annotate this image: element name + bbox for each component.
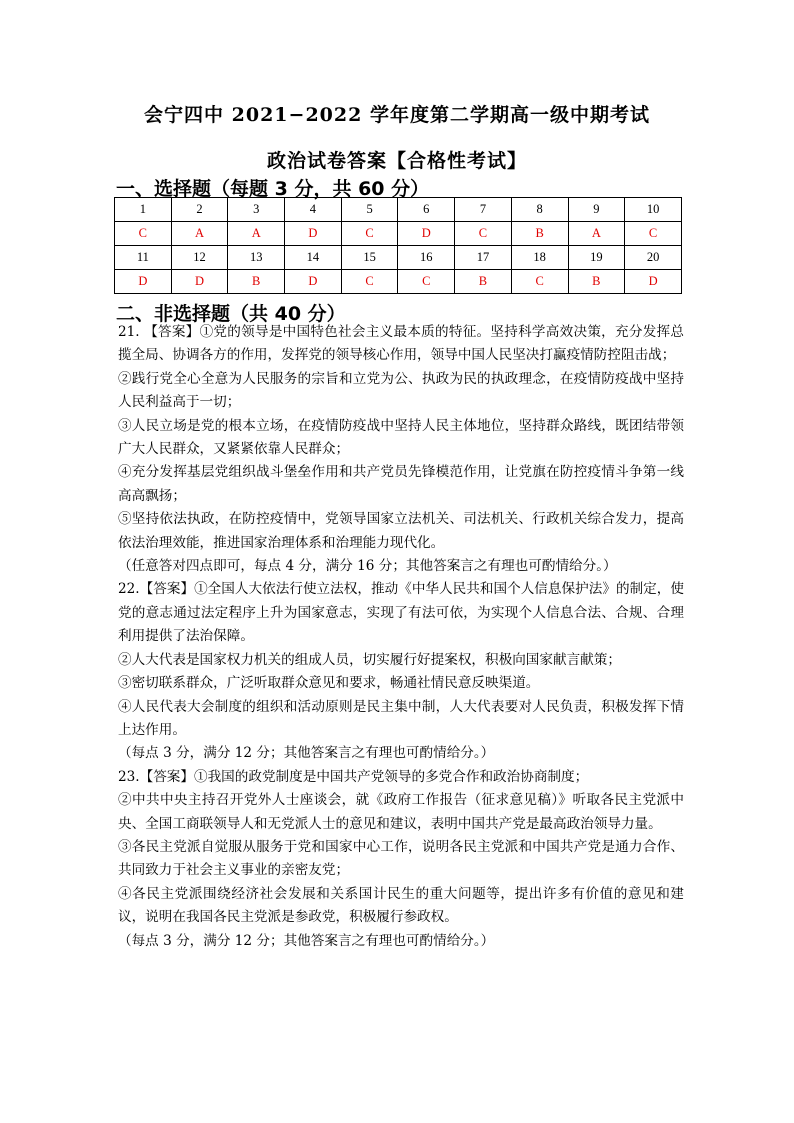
table-row-numbers <box>115 198 682 222</box>
question-number-cell: 10 <box>625 198 682 222</box>
answer-paragraph: ⑤坚持依法执政，在防控疫情中，党领导国家立法机关、司法机关、行政机关综合发力，提高依法治理效能，推进国家治理体系和治理能力现代化。 <box>118 511 684 551</box>
answer-cell: C <box>115 222 172 246</box>
answer-table <box>114 197 682 294</box>
answer-cell: C <box>625 222 682 246</box>
answer-paragraph: ③密切联系群众，广泛听取群众意见和要求，畅通社情民意反映渠道。 <box>118 675 540 692</box>
answer-cell: C <box>398 270 455 294</box>
answer-paragraph: ③各民主党派自觉服从服务于党和国家中心工作，说明各民主党派和中国共产党是通力合作、共同致力于社会主义事业的亲密友党； <box>118 838 684 879</box>
question-number-cell: 17 <box>455 246 512 270</box>
section-heading-nonchoice: 二、非选择题（共 40 分） <box>116 303 346 325</box>
answer-cell: B <box>511 222 568 246</box>
answer-cell: B <box>228 270 285 294</box>
answer-cell: A <box>568 222 625 246</box>
question-number-cell: 13 <box>228 246 285 270</box>
question-number-cell: 6 <box>398 198 455 222</box>
page-title: 会宁四中 2021−2022 学年度第二学期高一级中期考试 <box>144 104 650 126</box>
question-number-cell: 14 <box>285 246 342 270</box>
answer-cell: D <box>171 270 228 294</box>
answer-paragraph: ②中共中央主持召开党外人士座谈会，就《政府工作报告（征求意见稿）》听取各民主党派中央、全国工商联领导人和无党派人士的意见和建议，表明中国共产党是最高政治领导力量。 <box>118 792 684 832</box>
question-number-cell: 11 <box>115 246 172 270</box>
answer-paragraph: ④各民主党派围绕经济社会发展和关系国计民生的重大问题等，提出许多有价值的意见和建议，说明在我国各民主党派是参政党，积极履行参政权。 <box>118 885 684 926</box>
answer-cell: D <box>398 222 455 246</box>
table-row-answers <box>115 222 682 246</box>
question-number-cell: 1 <box>115 198 172 222</box>
question-number-cell: 16 <box>398 246 455 270</box>
answer-cell: B <box>568 270 625 294</box>
question-number-cell: 20 <box>625 246 682 270</box>
question-number-cell: 9 <box>568 198 625 222</box>
answer-paragraph: 22.【答案】①全国人大依法行使立法权，推动《中华人民共和国个人信息保护法》的制定，使党的意志通过法定程序上升为国家意志，实现了有法可依，为实现个人信息合法、合规、合理利用提供了法治保障。 <box>118 581 684 645</box>
answer-paragraph: 21. 【答案】①党的领导是中国特色社会主义最本质的特征。坚持科学高效决策，充分发挥总揽全局、协调各方的作用，发挥党的领导核心作用，领导中国人民坚决打赢疫情防控阻击战； <box>118 324 684 364</box>
question-number-cell: 15 <box>341 246 398 270</box>
table-row-numbers <box>115 246 682 270</box>
answer-cell: C <box>511 270 568 294</box>
answer-cell: D <box>625 270 682 294</box>
answer-cell: A <box>228 222 285 246</box>
section-heading-choice: 一、选择题（每题 3 分，共 60 分） <box>116 178 430 200</box>
table-row-answers <box>115 270 682 294</box>
question-number-cell: 2 <box>171 198 228 222</box>
question-number-cell: 12 <box>171 246 228 270</box>
answer-paragraph: （任意答对四点即可，每点 4 分，满分 16 分；其他答案言之有理也可酌情给分。） <box>118 558 617 575</box>
question-number-cell: 19 <box>568 246 625 270</box>
question-number-cell: 18 <box>511 246 568 270</box>
answer-paragraph: （每点 3 分，满分 12 分；其他答案言之有理也可酌情给分。） <box>118 745 495 762</box>
answer-paragraph: ②践行党全心全意为人民服务的宗旨和立党为公、执政为民的执政理念，在疫情防疫战中坚持人民利益高于一切； <box>118 370 684 411</box>
page-subtitle: 政治试卷答案【合格性考试】 <box>266 150 527 172</box>
answer-paragraph: ④人民代表大会制度的组织和活动原则是民主集中制，人大代表要对人民负责，积极发挥下情上达作用。 <box>118 698 684 738</box>
answer-cell: D <box>115 270 172 294</box>
answer-cell: D <box>285 222 342 246</box>
answer-cell: C <box>455 222 512 246</box>
answer-cell: B <box>455 270 512 294</box>
answer-body <box>118 321 684 953</box>
question-number-cell: 4 <box>285 198 342 222</box>
answer-paragraph: ④充分发挥基层党组织战斗堡垒作用和共产党员先锋模范作用，让党旗在防控疫情斗争第一线高高飘扬； <box>118 464 684 504</box>
answer-cell: D <box>285 270 342 294</box>
question-number-cell: 8 <box>511 198 568 222</box>
answer-cell: A <box>171 222 228 246</box>
answer-cell: C <box>341 270 398 294</box>
question-number-cell: 5 <box>341 198 398 222</box>
answer-paragraph: ③人民立场是党的根本立场，在疫情防疫战中坚持人民主体地位，坚持群众路线，既团结带领广大人民群众，又紧紧依靠人民群众； <box>118 417 684 458</box>
answer-paragraph: 23.【答案】①我国的政党制度是中国共产党领导的多党合作和政治协商制度； <box>118 768 589 785</box>
question-number-cell: 3 <box>228 198 285 222</box>
question-number-cell: 7 <box>455 198 512 222</box>
answer-paragraph: ②人大代表是国家权力机关的组成人员，切实履行好提案权，积极向国家献言献策； <box>118 651 621 668</box>
answer-cell: C <box>341 222 398 246</box>
answer-paragraph: （每点 3 分，满分 12 分；其他答案言之有理也可酌情给分。） <box>118 932 495 949</box>
